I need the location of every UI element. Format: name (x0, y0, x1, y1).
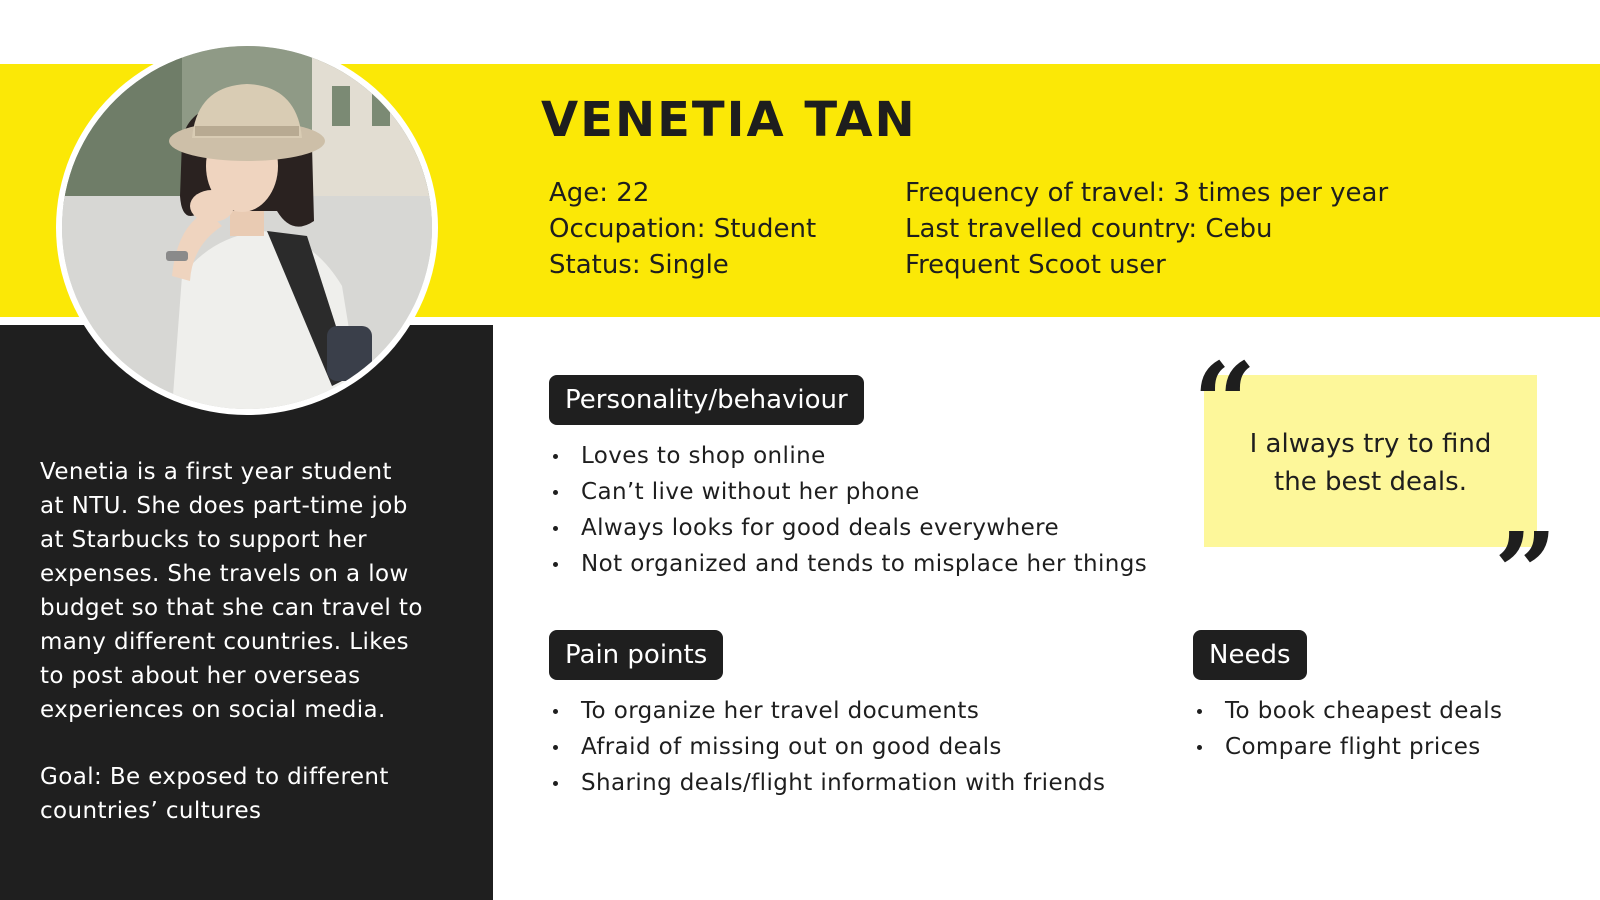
needs-heading: Needs (1193, 630, 1307, 680)
profile-photo (56, 40, 438, 415)
quote-line: the best deals. (1274, 467, 1467, 497)
list-item: Loves to shop online (549, 438, 1147, 474)
bio-line: at Starbucks to support her (40, 527, 368, 553)
fact-status: Status: Single (549, 250, 729, 280)
list-item: Afraid of missing out on good deals (549, 729, 1105, 765)
fact-travel-frequency: Frequency of travel: 3 times per year (905, 178, 1389, 208)
personality-heading: Personality/behaviour (549, 375, 864, 425)
quote-text (1204, 425, 1537, 501)
persona-name: VENETIA TAN (541, 92, 917, 148)
quote-line: I always try to find (1249, 429, 1492, 459)
bio-line: to post about her overseas (40, 663, 361, 689)
list-item: Can’t live without her phone (549, 474, 1147, 510)
fact-occupation: Occupation: Student (549, 214, 817, 244)
list-item: Not organized and tends to misplace her things (549, 546, 1147, 582)
bio-line: at NTU. She does part-time job (40, 493, 408, 519)
list-item: To organize her travel documents (549, 693, 1105, 729)
open-quote-icon: “ (1193, 338, 1257, 467)
persona-facts-left (549, 175, 816, 283)
fact-scoot-user: Frequent Scoot user (905, 250, 1166, 280)
list-item: Always looks for good deals everywhere (549, 510, 1147, 546)
goal-line: countries’ cultures (40, 798, 262, 824)
personality-list (549, 438, 1147, 582)
list-item: To book cheapest deals (1193, 693, 1502, 729)
bio-line: many different countries. Likes (40, 629, 410, 655)
pain-points-list (549, 693, 1105, 801)
fact-last-country: Last travelled country: Cebu (905, 214, 1273, 244)
goal-line: Goal: Be exposed to different (40, 764, 389, 790)
fact-age: Age: 22 (549, 178, 650, 208)
list-item: Compare flight prices (1193, 729, 1502, 765)
goal-text (40, 760, 470, 828)
bio-text (40, 455, 470, 727)
close-quote-icon: ” (1494, 508, 1558, 637)
bio-line: expenses. She travels on a low (40, 561, 409, 587)
needs-list (1193, 693, 1502, 765)
bio-line: Venetia is a first year student (40, 459, 392, 485)
list-item: Sharing deals/flight information with friends (549, 765, 1105, 801)
bio-line: budget so that she can travel to (40, 595, 423, 621)
pain-points-heading: Pain points (549, 630, 723, 680)
persona-facts-right (905, 175, 1388, 283)
bio-line: experiences on social media. (40, 697, 386, 723)
woman-in-hat-photo-icon (62, 46, 432, 409)
